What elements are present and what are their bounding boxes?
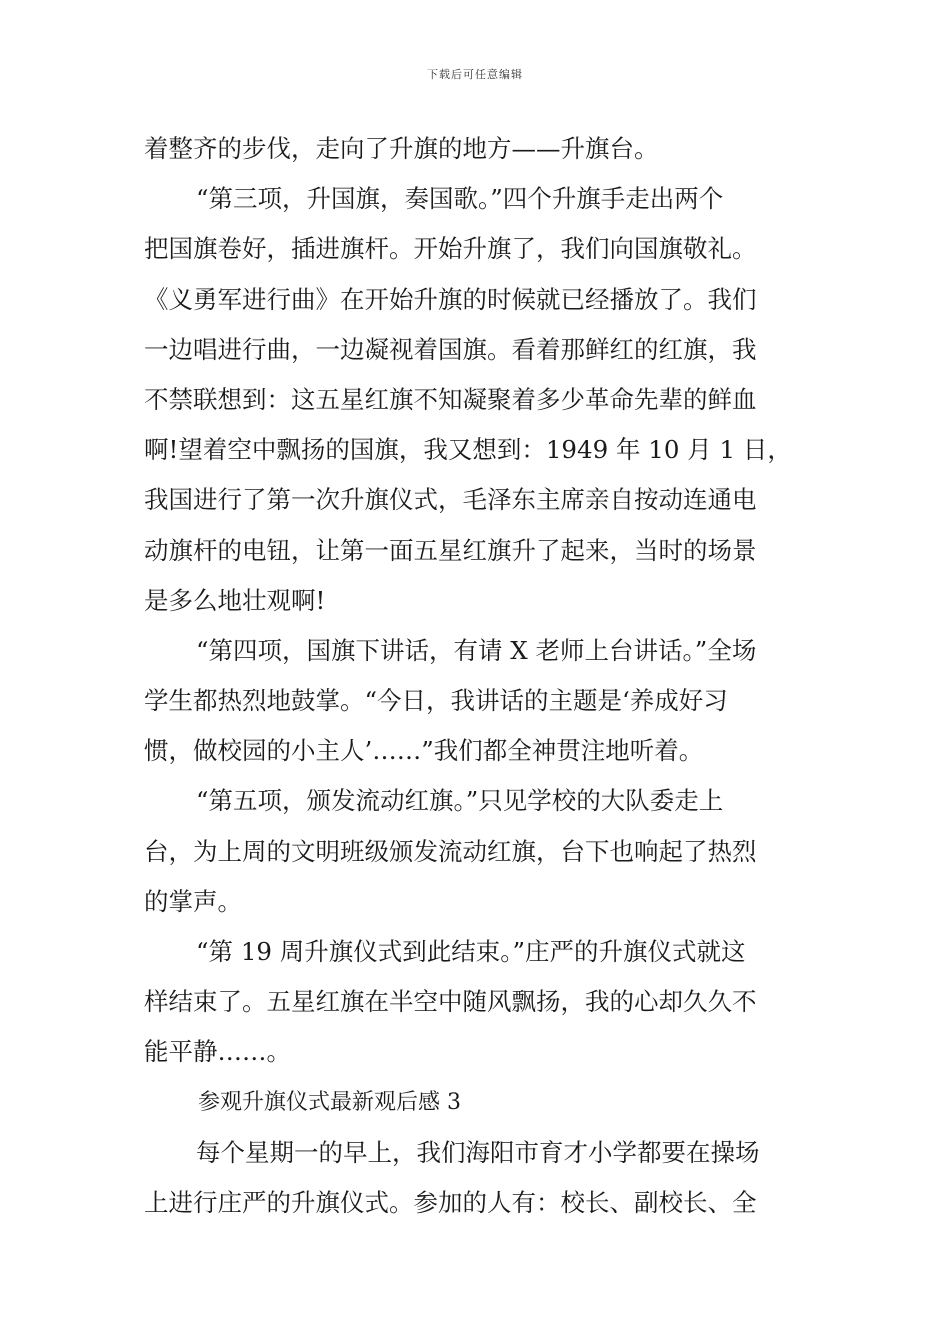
text-line: 不禁联想到：这五星红旗不知凝聚着多少革命先辈的鲜血 <box>144 384 757 414</box>
text-line: 能平静……。 <box>144 1037 291 1067</box>
text-line: 的掌声。 <box>144 886 242 916</box>
text-line: 样结束了。五星红旗在半空中随风飘扬，我的心却久久不 <box>144 987 757 1017</box>
page-header-note: 下载后可任意编辑 <box>427 68 523 81</box>
text-line: 学生都热烈地鼓掌。“今日，我讲话的主题是‘养成好习 <box>144 686 728 716</box>
text-line: “第四项，国旗下讲话，有请 X 老师上台讲话。”全场 <box>196 635 757 665</box>
text-line: 我国进行了第一次升旗仪式，毛泽东主席亲自按动连通电 <box>144 485 757 515</box>
text-line: 动旗杆的电钮，让第一面五星红旗升了起来，当时的场景 <box>144 535 757 565</box>
text-line: 上进行庄严的升旗仪式。参加的人有：校长、副校长、全 <box>144 1187 757 1217</box>
text-line: 台，为上周的文明班级颁发流动红旗，台下也响起了热烈 <box>144 836 757 866</box>
text-line: “第五项，颁发流动红旗。”只见学校的大队委走上 <box>196 786 724 816</box>
text-line: “第 19 周升旗仪式到此结束。”庄严的升旗仪式就这 <box>196 937 746 966</box>
text-line: 惯，做校园的小主人’……”我们都全神贯注地听着。 <box>144 736 704 766</box>
text-line: 一边唱进行曲，一边凝视着国旗。看着那鲜红的红旗，我 <box>144 334 757 364</box>
text-line: 《义勇军进行曲》在开始升旗的时候就已经播放了。我们 <box>144 284 757 314</box>
text-line: 把国旗卷好，插进旗杆。开始升旗了，我们向国旗敬礼。 <box>144 234 757 264</box>
text-line: 是多么地壮观啊! <box>144 585 326 615</box>
text-line: “第三项，升国旗，奏国歌。”四个升旗手走出两个 <box>196 184 724 214</box>
text-line: 每个星期一的早上，我们海阳市育才小学都要在操场 <box>196 1137 760 1167</box>
document-body <box>144 124 808 1228</box>
section-heading: 参观升旗仪式最新观后感 3 <box>198 1089 461 1115</box>
text-line: 啊!望着空中飘扬的国旗，我又想到：1949 年 10 月 1 日， <box>144 435 792 465</box>
text-line: 着整齐的步伐，走向了升旗的地方——升旗台。 <box>144 134 659 163</box>
